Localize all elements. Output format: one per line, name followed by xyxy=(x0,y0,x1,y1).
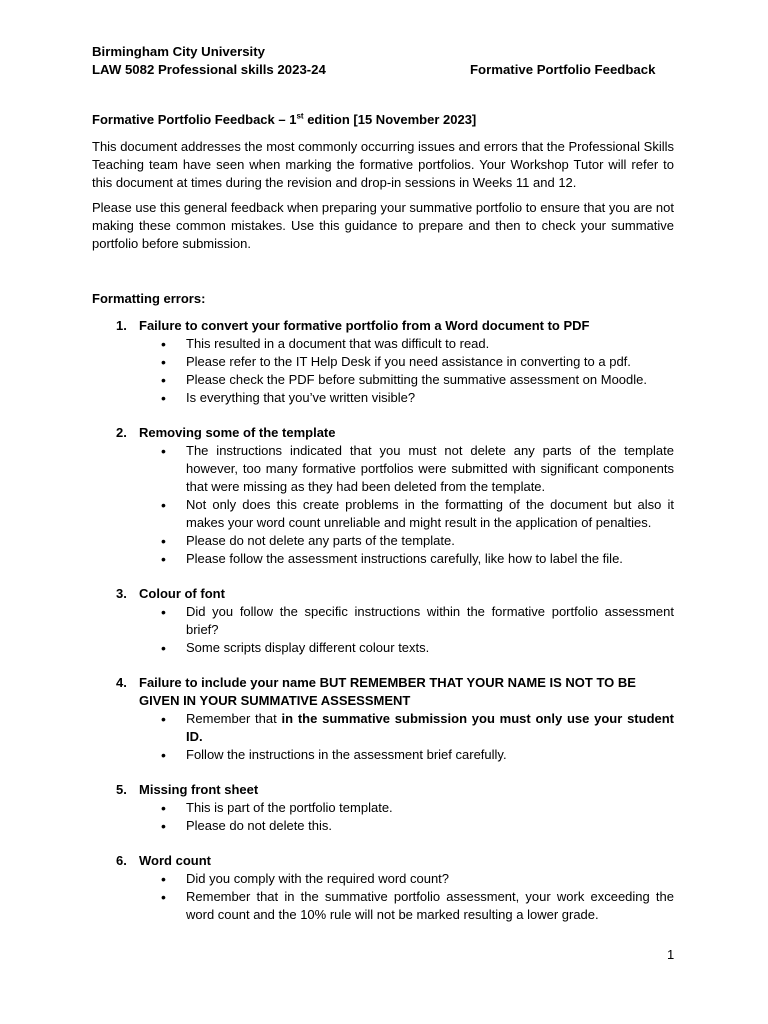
intro-paragraph-2: Please use this general feedback when preparing your summative portfolio to ensure that you are not making these common mistakes. Use this guidance to prepare and then to check your summative portfolio before submission. xyxy=(92,200,674,251)
bullet-icon: • xyxy=(161,871,166,887)
bullet-icon: • xyxy=(161,604,166,620)
bullet-list xyxy=(139,335,674,407)
bullet-item: • Follow the instructions in the assessment brief carefully. xyxy=(161,747,507,763)
list-item xyxy=(92,781,674,835)
error-list xyxy=(92,317,674,924)
bullet-item: • Some scripts display different colour texts. xyxy=(161,640,430,656)
bullet-list xyxy=(139,870,674,924)
bullet-icon: • xyxy=(161,640,166,656)
bullet-item: • Please refer to the IT Help Desk if you need assistance in converting to a pdf. xyxy=(161,354,631,370)
list-item xyxy=(92,585,674,657)
bullet-item: • Please follow the assessment instructions carefully, like how to label the file. xyxy=(161,551,623,567)
bullet-item: • Is everything that you’ve written visible? xyxy=(161,390,416,406)
bullet-list xyxy=(139,603,674,657)
bullet-icon: • xyxy=(161,372,166,388)
bullet-item: • Please check the PDF before submitting the summative assessment on Moodle. xyxy=(161,372,647,388)
item-title: Word count xyxy=(139,853,211,868)
bullet-icon: • xyxy=(161,818,166,834)
bullet-item: • This resulted in a document that was difficult to read. xyxy=(161,336,490,352)
bullet-item: • The instructions indicated that you must not delete any parts of the template however, too many formative portfolios were submitted with significant components that were missing as they had been deleted from the template. xyxy=(161,443,674,494)
list-item xyxy=(92,852,674,924)
bullet-item: • Did you comply with the required word count? xyxy=(161,871,450,887)
bullet-icon: • xyxy=(161,336,166,352)
document-body xyxy=(92,111,674,941)
page-number: 1 xyxy=(667,947,675,962)
bullet-list xyxy=(139,442,674,568)
item-number: 2. xyxy=(116,425,127,440)
list-item xyxy=(92,317,674,407)
bullet-icon: • xyxy=(161,533,166,549)
bullet-item: • Remember that in the summative submission you must only use your student ID. xyxy=(161,711,675,744)
list-item xyxy=(92,424,674,568)
header-university: Birmingham City University xyxy=(92,44,265,59)
bullet-item: • Please do not delete this. xyxy=(161,818,332,834)
item-title: Removing some of the template xyxy=(139,425,336,440)
bullet-icon: • xyxy=(161,390,166,406)
bullet-item: • This is part of the portfolio template. xyxy=(161,800,393,816)
item-title: Colour of font xyxy=(139,586,225,601)
bullet-list xyxy=(139,710,674,764)
bullet-icon: • xyxy=(161,551,166,567)
bullet-icon: • xyxy=(161,497,166,513)
header-module: LAW 5082 Professional skills 2023-24 xyxy=(92,62,326,77)
item-number: 6. xyxy=(116,853,127,868)
bullet-icon: • xyxy=(161,443,166,459)
item-number: 3. xyxy=(116,586,127,601)
item-title: Missing front sheet xyxy=(139,782,259,797)
section-heading: Formatting errors: xyxy=(92,291,206,306)
bullet-list xyxy=(139,799,674,835)
bullet-item: • Not only does this create problems in the formatting of the document but also it makes your word count unreliable and might result in the application of penalties. xyxy=(161,497,674,530)
list-item xyxy=(92,674,674,764)
item-number: 1. xyxy=(116,318,127,333)
bullet-icon: • xyxy=(161,800,166,816)
intro-paragraph-1: This document addresses the most commonly occurring issues and errors that the Professional Skills Teaching team have seen when marking the formative portfolios. Your Workshop Tutor will refer to this document at times during the revision and drop-in sessions in Weeks 11 and 12. xyxy=(92,139,674,190)
bullet-icon: • xyxy=(161,889,166,905)
bullet-item: • Remember that in the summative portfolio assessment, your work exceeding the word count and the 10% rule will not be marked resulting a lower grade. xyxy=(161,889,674,922)
document-title: Formative Portfolio Feedback – 1st edition [15 November 2023] xyxy=(92,111,477,127)
bullet-icon: • xyxy=(161,747,166,763)
bullet-icon: • xyxy=(161,711,166,727)
item-number: 5. xyxy=(116,782,127,797)
item-number: 4. xyxy=(116,675,127,690)
header-doc-label: Formative Portfolio Feedback xyxy=(470,62,656,77)
bullet-item: • Please do not delete any parts of the template. xyxy=(161,533,455,549)
item-title: Failure to convert your formative portfolio from a Word document to PDF xyxy=(139,318,590,333)
bullet-item: • Did you follow the specific instructions within the formative portfolio assessment brief? xyxy=(161,604,674,637)
item-title: Failure to include your name BUT REMEMBER THAT YOUR NAME IS NOT TO BE GIVEN IN YOUR SUMMATIVE ASSESSMENT xyxy=(139,675,636,708)
bullet-icon: • xyxy=(161,354,166,370)
